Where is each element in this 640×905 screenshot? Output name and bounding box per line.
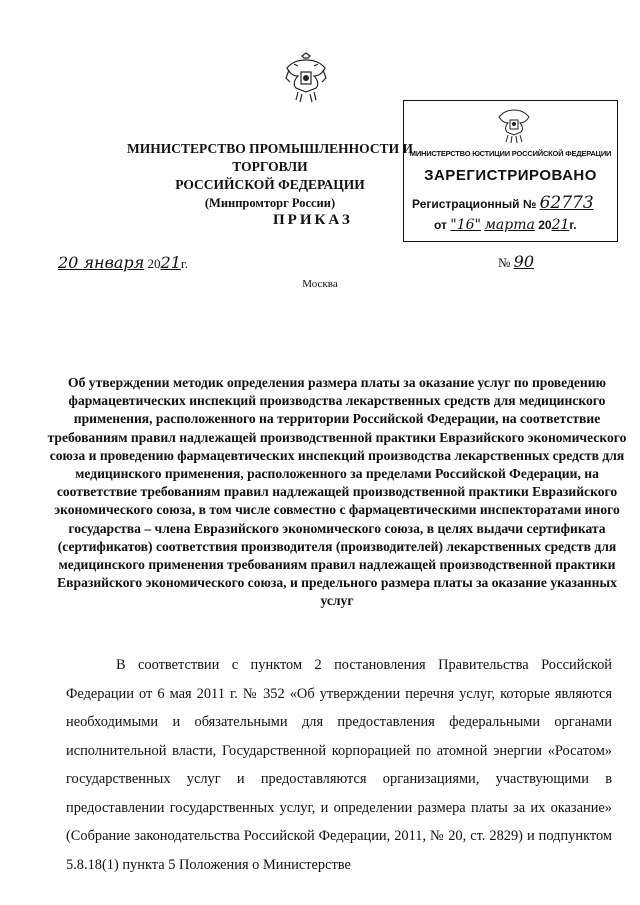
- ministry-short-name: (Минпромторг России): [204, 196, 336, 210]
- state-emblem-icon: [284, 52, 328, 104]
- stamp-emblem-icon: [497, 107, 531, 145]
- order-title: ПРИКАЗ: [273, 212, 353, 228]
- order-date-year: 21: [160, 253, 181, 272]
- order-number-label: №: [498, 255, 511, 270]
- order-date-handwritten: 20 января: [58, 253, 145, 272]
- ministry-header: [120, 140, 420, 212]
- city: Москва: [302, 278, 338, 290]
- stamp-reg-number-row: [412, 193, 594, 213]
- order-date: [58, 253, 188, 272]
- ministry-name-line1: МИНИСТЕРСТВО ПРОМЫШЛЕННОСТИ И ТОРГОВЛИ: [127, 141, 413, 174]
- stamp-reg-label: Регистрационный №: [412, 197, 537, 211]
- order-date-suffix: г.: [180, 256, 188, 271]
- stamp-date-year-prefix: 20: [538, 218, 552, 232]
- stamp-registered: ЗАРЕГИСТРИРОВАНО: [424, 167, 597, 184]
- order-date-year-prefix: 20: [147, 256, 161, 271]
- stamp-date-day: "16": [450, 217, 481, 233]
- registration-stamp: [403, 100, 618, 242]
- stamp-date-month: марта: [484, 217, 535, 233]
- document-title: Об утверждении методик определения размера платы за оказание услуг по проведению фармацевтических инспекций производства лекарственных средств для медицинского применения, расположенного на территории Российской Федерации, на соответствие требованиям правил надлежащей производственной практики Евразийского экономического союза и проведению фармацевтических инспекций производства лекарственных средств для медицинского применения, расположенного за пределами Российской Федерации, на соответствие требованиям правил надлежащей производственной практики Евразийского экономического союза, в том числе совместно с фармацевтическими инспекторатами иного государства – члена Евразийского экономического союза, в целях выдачи сертификата (сертификатов) соответствия производителя (производителей) лекарственных средств для медицинского применения требованиям правил надлежащей производственной практики Евразийского экономического союза, и предельного размера платы за оказание указанных услуг: [47, 375, 627, 609]
- stamp-date-year: 21: [551, 217, 570, 233]
- stamp-date-prefix: от: [434, 218, 447, 232]
- stamp-date-row: [434, 217, 577, 233]
- stamp-date-suffix: г.: [569, 218, 577, 232]
- stamp-organization: МИНИСТЕРСТВО ЮСТИЦИИ РОССИЙСКОЙ ФЕДЕРАЦИИ: [409, 149, 612, 158]
- document-body: [66, 651, 612, 879]
- order-number-value: 90: [513, 252, 535, 271]
- stamp-reg-number: 62773: [539, 193, 594, 213]
- order-number: [498, 252, 572, 271]
- body-paragraph: В соответствии с пунктом 2 постановления Правительства Российской Федерации от 6 мая 2011 г. № 352 «Об утверждении перечня услуг, которые являются необходимыми и обязательными для предоставления федеральными органами исполнительной власти, Государственной корпорацией по атомной энергии «Росатом» государственных услуг и предоставляются организациями, участвующими в предоставлении государственных услуг, и определении размера платы за их оказание» (Собрание законодательства Российской Федерации, 2011, № 20, ст. 2829) и подпунктом 5.8.18(1) пункта 5 Положения о Министерстве: [66, 657, 612, 873]
- ministry-name-line2: РОССИЙСКОЙ ФЕДЕРАЦИИ: [175, 177, 365, 192]
